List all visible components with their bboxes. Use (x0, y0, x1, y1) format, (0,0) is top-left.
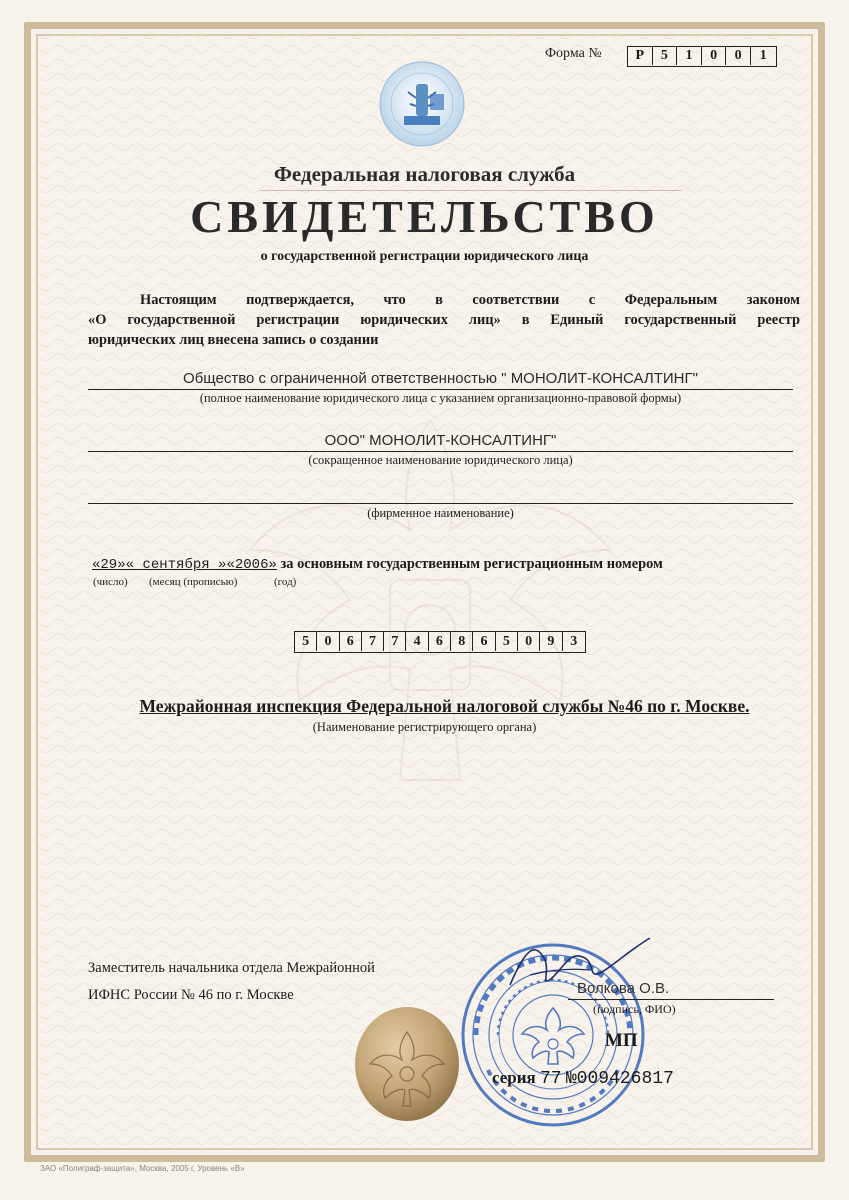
ogrn-digit: 6 (340, 632, 362, 651)
form-code-cell: 5 (653, 47, 678, 65)
signer-name: Волкова О.В. (577, 980, 670, 997)
intro-line: юридических лиц внесена запись о создании (88, 332, 379, 348)
month-caption: (месяц (прописью) (149, 576, 238, 588)
document-subtitle: о государственной регистрации юридического лица (260, 249, 589, 264)
ogrn-digit: 7 (384, 632, 406, 651)
authority-caption: (Наименование регистрирующего органа) (312, 720, 537, 734)
short-name-underline (88, 451, 793, 452)
signature-line (568, 999, 774, 1000)
ogrn-digit: 3 (570, 634, 578, 649)
intro-paragraph (88, 290, 800, 350)
blank-series-number (492, 1068, 674, 1089)
short-name-caption: (сокращенное наименование юридического лица) (308, 453, 573, 467)
brand-name-underline (88, 503, 793, 504)
full-name-caption: (полное наименование юридического лица с указанием организационно-правовой формы) (199, 391, 682, 405)
document-title: СВИДЕТЕЛЬСТВО (190, 191, 659, 242)
full-name-value: Общество с ограниченной ответственностью " МОНОЛИТ-КОНСАЛТИНГ" (183, 370, 698, 387)
date-month: « сентября » (125, 557, 227, 573)
form-code-cell: 0 (702, 47, 727, 65)
day-caption: (число) (93, 576, 128, 588)
ogrn-digit: 4 (406, 632, 428, 651)
ogrn-cells (294, 631, 586, 653)
form-code-cell: 1 (759, 48, 767, 63)
date-year: «2006» (226, 557, 277, 573)
printer-imprint: ЗАО «Полиграф-защита», Москва, 2005 г, Уровень «В» (40, 1164, 245, 1173)
form-code-cell: 0 (726, 47, 751, 65)
form-label: Форма № (545, 46, 602, 61)
date-trailing-text: за основным государственным регистрационным номером (280, 556, 663, 572)
ogrn-digit: 5 (295, 632, 317, 651)
intro-line: Настоящим подтверждается, что в соответствии с Федеральным законом (140, 292, 800, 308)
short-name-value: ООО" МОНОЛИТ-КОНСАЛТИНГ" (324, 432, 557, 449)
mp-label: МП (605, 1030, 638, 1051)
ogrn-digit: 6 (473, 632, 495, 651)
series-region: 77 (540, 1069, 562, 1089)
form-code-cell: 1 (677, 47, 702, 65)
series-label: серия (492, 1068, 536, 1087)
signer-position-line: ИФНС России № 46 по г. Москве (88, 987, 294, 1003)
ogrn-digit: 8 (451, 632, 473, 651)
signer-position-line: Заместитель начальника отдела Межрайонной (88, 960, 375, 976)
agency-name: Федеральная налоговая служба (273, 162, 576, 186)
full-name-underline (88, 389, 793, 390)
gold-seal (352, 1004, 462, 1124)
date-day: «29» (92, 557, 126, 573)
series-number: №009426817 (565, 1069, 674, 1089)
form-code-cells (627, 46, 777, 67)
ogrn-digit: 6 (429, 632, 451, 651)
ogrn-digit: 0 (518, 632, 540, 651)
fns-hologram-emblem (378, 60, 466, 148)
registration-date-row (92, 556, 663, 573)
ogrn-digit: 5 (496, 632, 518, 651)
form-code-cell: Р (628, 47, 653, 65)
brand-name-caption: (фирменное наименование) (367, 506, 514, 520)
signer-position (88, 955, 375, 1009)
intro-line: «О государственной регистрации юридических лиц» в Единый государственный реестр (88, 312, 800, 328)
year-caption: (год) (274, 576, 297, 588)
ogrn-digit: 0 (317, 632, 339, 651)
registering-authority: Межрайонная инспекция Федеральной налоговой службы №46 по г. Москве. (139, 696, 750, 716)
ogrn-digit: 9 (540, 632, 562, 651)
signature-caption: (подпись, ФИО) (593, 1002, 676, 1016)
ogrn-digit: 7 (362, 632, 384, 651)
